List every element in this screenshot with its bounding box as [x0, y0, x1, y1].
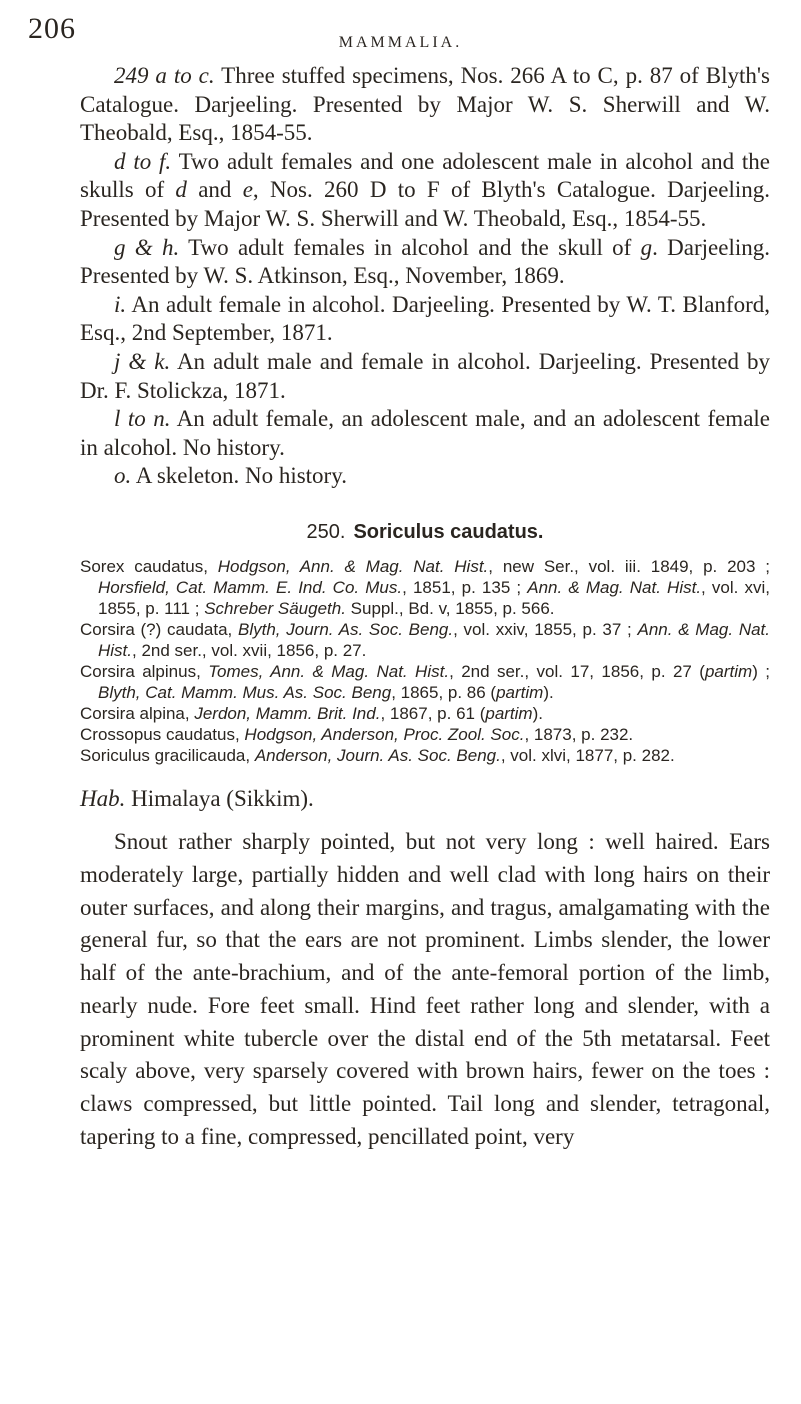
- species-description: Snout rather sharply pointed, but not very long : well haired. Ears moderately large, partially hidden and well clad with long hairs on their outer surfaces, and along their margins, and tragus, amalgamating with the general fur, so that the ears are not prominent. Limbs slender, the lower half of the ante-brachium, and of the ante-femoral portion of the limb, nearly nude. Fore feet small. Hind feet rather long and slender, with a prominent white tubercle over the distal end of the 5th metatarsal. Feet scaly above, very sparsely covered with brown hairs, fewer on the toes : claws compressed, but little pointed. Tail long and slender, tetragonal, tapering to a fine, compressed, pencillated point, very: [80, 828, 770, 1150]
- specimen-entry: o. A skeleton. No history.: [114, 463, 347, 489]
- synonym-entry: Soriculus gracilicauda, Anderson, Journ. As. Soc. Beng., vol. xlvi, 1877, p. 282.: [80, 745, 675, 765]
- running-title: MAMMALIA.: [338, 34, 463, 51]
- specimen-entry: g & h. Two adult females in alcohol and the skull of g. Darjeeling. Presented by W. S. Atkinson, Esq., November, 1869.: [80, 234, 770, 289]
- habitat-label: Hab.: [80, 785, 126, 811]
- species-number: 250.: [306, 520, 346, 543]
- page-content: [80, 62, 770, 1154]
- synonym-entry: Corsira alpina, Jerdon, Mamm. Brit. Ind., 1867, p. 61 (partim).: [80, 703, 543, 723]
- specimen-entry: 249 a to c. Three stuffed specimens, Nos. 266 A to C, p. 87 of Blyth's Catalogue. Darjeeling. Presented by Major W. S. Sherwill and W. Theobald, Esq., 1854-55.: [80, 63, 770, 146]
- habitat-text: Himalaya (Sikkim).: [131, 785, 314, 811]
- specimen-entry: l to n. An adult female, an adolescent male, and an adolescent female in alcohol. No history.: [80, 406, 771, 460]
- species-heading: [80, 521, 770, 544]
- synonym-entry: Corsira (?) caudata, Blyth, Journ. As. Soc. Beng., vol. xxiv, 1855, p. 37 ; Ann. & Mag. Nat. Hist., 2nd ser., vol. xvii, 1856, p. 27.: [80, 619, 771, 660]
- synonym-entry: Crossopus caudatus, Hodgson, Anderson, Proc. Zool. Soc., 1873, p. 232.: [80, 724, 634, 744]
- synonym-entry: Corsira alpinus, Tomes, Ann. & Mag. Nat. Hist., 2nd ser., vol. 17, 1856, p. 27 (partim) ; Blyth, Cat. Mamm. Mus. As. Soc. Beng, 1865, p. 86 (partim).: [80, 661, 771, 702]
- synonymy-list: [80, 556, 770, 766]
- habitat: [80, 784, 770, 814]
- specimen-entry: i. An adult female in alcohol. Darjeeling. Presented by W. T. Blanford, Esq., 2nd September, 1871.: [80, 291, 770, 346]
- page-number: 206: [28, 12, 76, 45]
- specimen-list: [80, 62, 770, 491]
- species-name: Soriculus caudatus.: [353, 520, 544, 543]
- specimen-entry: j & k. An adult male and female in alcohol. Darjeeling. Presented by Dr. F. Stolickza, 1871.: [80, 348, 770, 403]
- synonym-entry: Sorex caudatus, Hodgson, Ann. & Mag. Nat. Hist., new Ser., vol. iii. 1849, p. 203 ; Horsfield, Cat. Mamm. E. Ind. Co. Mus., 1851, p. 135 ; Ann. & Mag. Nat. Hist., vol. xvi, 1855, p. 111 ; Schreber Säugeth. Suppl., Bd. v, 1855, p. 566.: [80, 556, 770, 618]
- specimen-entry: d to f. Two adult females and one adolescent male in alcohol and the skulls of d and e, Nos. 260 D to F of Blyth's Catalogue. Darjeeling. Presented by Major W. S. Sherwill and W. Theobald, Esq., 1854-55.: [80, 148, 770, 231]
